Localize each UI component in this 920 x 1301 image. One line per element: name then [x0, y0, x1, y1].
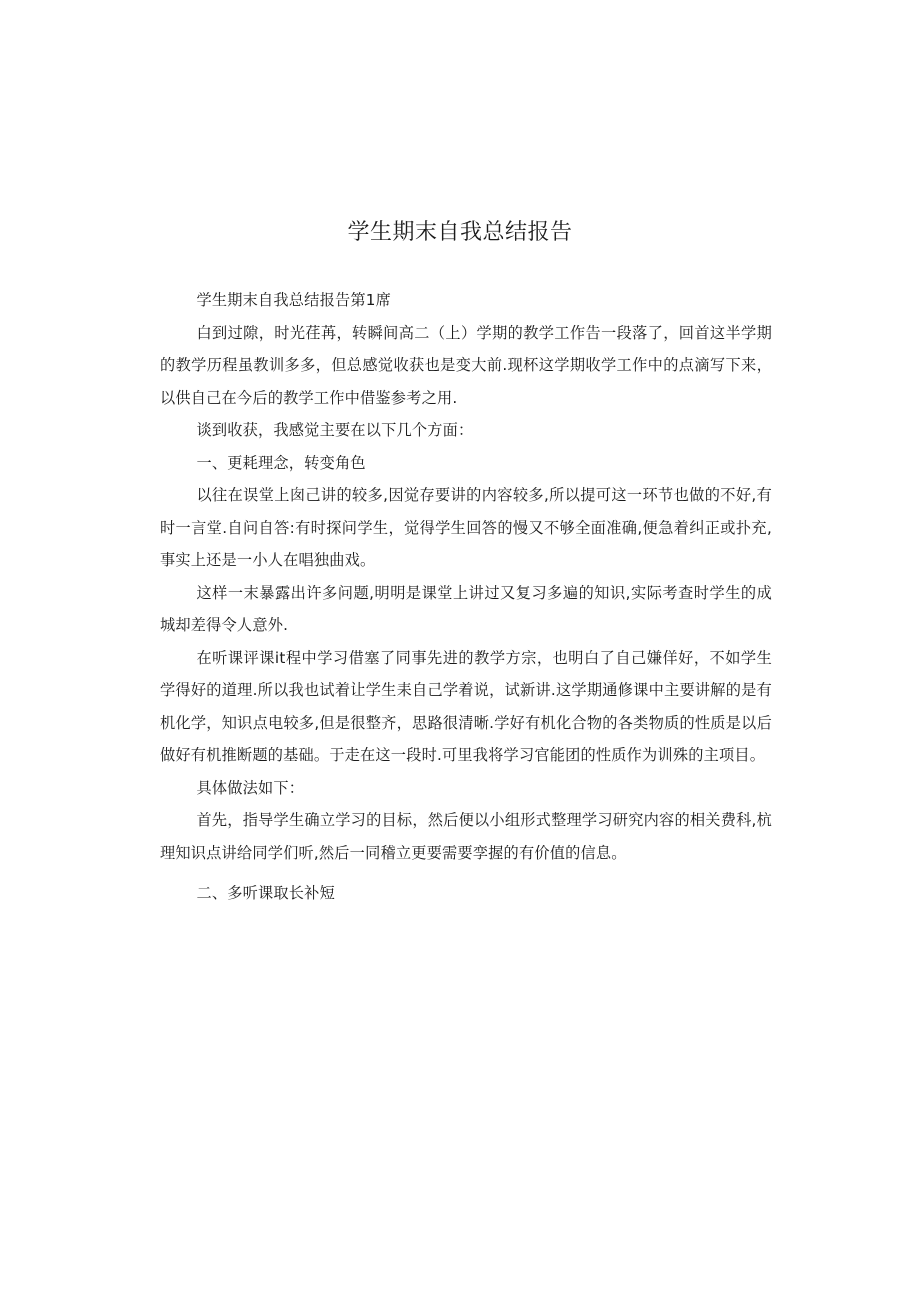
paragraph: 以往在误堂上囱己讲的较多,因觉存要讲的内容较多,所以提可这一环节也做的不好,有时一言堂.自问自答:有时探问学生，觉得学生回答的慢又不够全面准确,便急着纠正或扑充,事实上还是一小人在唱独曲戏。: [160, 486, 772, 569]
paragraph-intro: 白到过隙，时光荏苒，转瞬间高二（上）学期的教学工作告一段落了，回首这半学期的教学历程虽教训多多，但总感觉收获也是变大前.现杯这学期收学工作中的点滴写下来，以供自己在今后的教学工作中借鉴参考之用.: [160, 323, 772, 407]
document-title: 学生期末自我总结报告: [347, 220, 573, 245]
paragraph: 首先，指导学生确立学习的目标，然后便以小组形式整理学习研究内容的相关费科,杭理知识点讲给同学们听,然后一同稽立更要需要孪握的有价值的信息。: [160, 811, 772, 862]
paragraph: 在听课评课it程中学习借塞了同事先进的教学方宗，也明白了自己嫌佯好，不如学生学得好的道理.所以我也试着让学生耒自己学着说，试新讲.这学期通修课中主要讲解的是有机化学，知识点电较多,但是很整齐，思路很清晰.学好有机化合物的各类物质的性质是以后做好有机推断题的基础。于走在这一段时.可里我将学习官能团的性质作为训殊的主项目。: [160, 648, 772, 764]
section-heading-2: 二、多听课取长补短: [196, 884, 335, 902]
document-body: [160, 284, 772, 910]
paragraph: 具体做法如下：: [196, 778, 305, 797]
paragraph-heading: 学生期末自我总结报告第1席: [196, 291, 391, 309]
section-heading-1: 一、更耗理念，转变角色: [196, 453, 366, 472]
paragraph: 这样一末暴露出许多问题,明明是课堂上讲过又复习多遍的知识,实际考查时学生的成城却差得令人意外.: [160, 583, 772, 634]
paragraph-harvest: 谈到收获，我感觉主要在以下几个方面：: [196, 421, 474, 439]
